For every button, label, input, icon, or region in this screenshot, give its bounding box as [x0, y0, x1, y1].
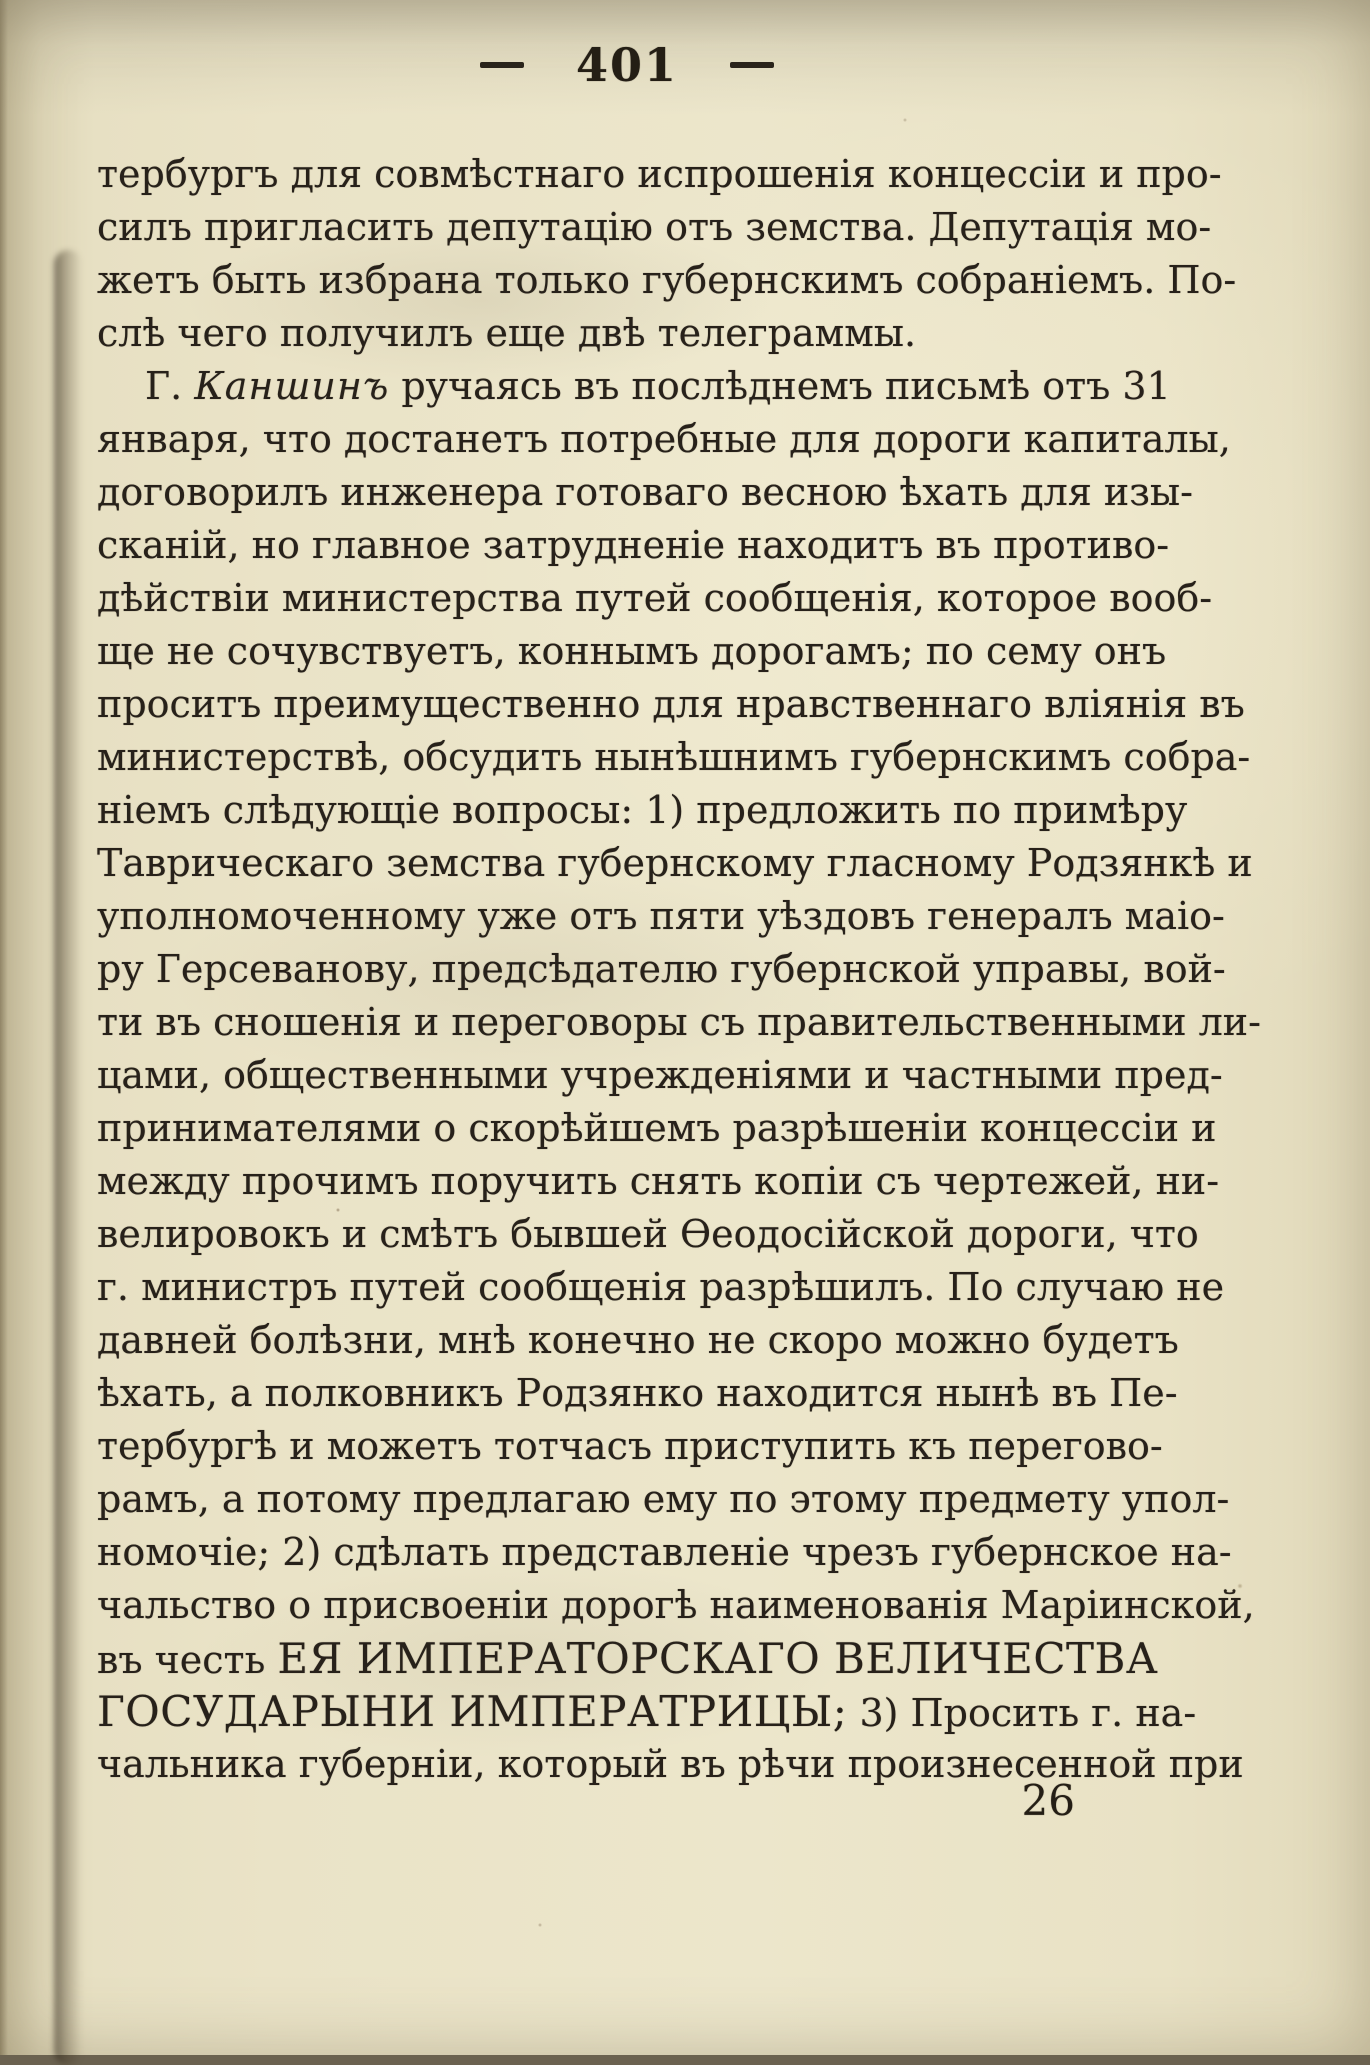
text-line: рамъ, а потому предлагаю ему по этому предмету упол- [97, 1477, 1230, 1521]
text-line: между прочимъ поручить снять копіи съ чертежей, ни- [97, 1159, 1220, 1203]
text-line: принимателями о скорѣйшемъ разрѣшеніи концессіи и [97, 1106, 1217, 1150]
text-line: министерствѣ, обсудить нынѣшнимъ губернскимъ собра- [97, 735, 1251, 779]
text-line: ніемъ слѣдующіе вопросы: 1) предложить по примѣру [97, 788, 1188, 832]
text-line: тербургѣ и можетъ тотчасъ приступить къ перегово- [97, 1424, 1163, 1468]
paragraph-start-line [97, 360, 1171, 413]
text-line: уполномоченному уже отъ пяти уѣздовъ генералъ маіо- [97, 894, 1225, 938]
imperial-title-line [97, 1632, 1157, 1685]
text-segment: ручаясь въ послѣднемъ письмѣ отъ 31 [401, 364, 1171, 408]
text-line: жетъ быть избрана только губернскимъ собраніемъ. По- [97, 258, 1237, 302]
text-segment: Г. [145, 364, 183, 408]
text-line: января, что достанетъ потребные для дороги капиталы, [97, 417, 1231, 461]
paragraph-end-line: слѣ чего получилъ еще двѣ телеграммы. [97, 311, 917, 355]
text-line: ти въ сношенія и переговоры съ правительственными ли- [97, 1000, 1261, 1044]
text-line: силъ пригласить депутацію отъ земства. Депутація мо- [97, 205, 1212, 249]
text-line: проситъ преимущественно для нравственнаго вліянія въ [97, 682, 1245, 726]
page-gutter-shadow [54, 250, 82, 2065]
text-line: цами, общественными учрежденіями и частными пред- [97, 1053, 1223, 1097]
text-line: велировокъ и смѣтъ бывшей Ѳеодосійской дороги, что [97, 1212, 1199, 1256]
text-segment: 3) Просить г. на- [859, 1691, 1197, 1735]
page-header [97, 40, 1157, 90]
body-text [97, 148, 1261, 1791]
text-line: дѣйствіи министерства путей сообщенія, которое вооб- [97, 576, 1213, 620]
imperial-title-line [97, 1685, 1197, 1738]
header-dash-right [730, 62, 774, 68]
text-line: чальство о присвоеніи дорогѣ наименованія Маріинской, [97, 1583, 1255, 1627]
header-dash-left [480, 62, 524, 68]
person-name-italic: Каншинъ [194, 364, 390, 408]
text-line: давней болѣзни, мнѣ конечно не скоро можно будетъ [97, 1318, 1179, 1362]
text-line: ѣхать, а полковникъ Родзянко находится нынѣ въ Пе- [97, 1371, 1178, 1415]
imperial-title-caps: ГОСУДАРЫНИ ИМПЕРАТРИЦЫ; [97, 1687, 848, 1736]
text-line: номочіе; 2) сдѣлать представленіе чрезъ губернское на- [97, 1530, 1232, 1574]
text-line: Таврическаго земства губернскому гласному Родзянкѣ и [97, 841, 1253, 885]
text-line: ще не сочувствуетъ, коннымъ дорогамъ; по сему онъ [97, 629, 1167, 673]
text-line: сканій, но главное затрудненіе находитъ въ противо- [97, 523, 1170, 567]
text-line: тербургъ для совмѣстнаго испрошенія концессіи и про- [97, 152, 1222, 196]
page-number: 401 [575, 38, 679, 92]
imperial-title-caps: ЕЯ ИМПЕРАТОРСКАГО ВЕЛИЧЕСТВА [277, 1634, 1159, 1683]
text-line: чальника губерніи, который въ рѣчи произнесенной при [97, 1742, 1244, 1786]
signature-number: 26 [1021, 1776, 1075, 1825]
text-line: договорилъ инженера готоваго весною ѣхать для изы- [97, 470, 1194, 514]
text-line: ру Герсеванову, предсѣдателю губернской управы, вой- [97, 947, 1226, 991]
text-segment: въ честь [97, 1638, 266, 1682]
text-line: г. министръ путей сообщенія разрѣшилъ. По случаю не [97, 1265, 1225, 1309]
